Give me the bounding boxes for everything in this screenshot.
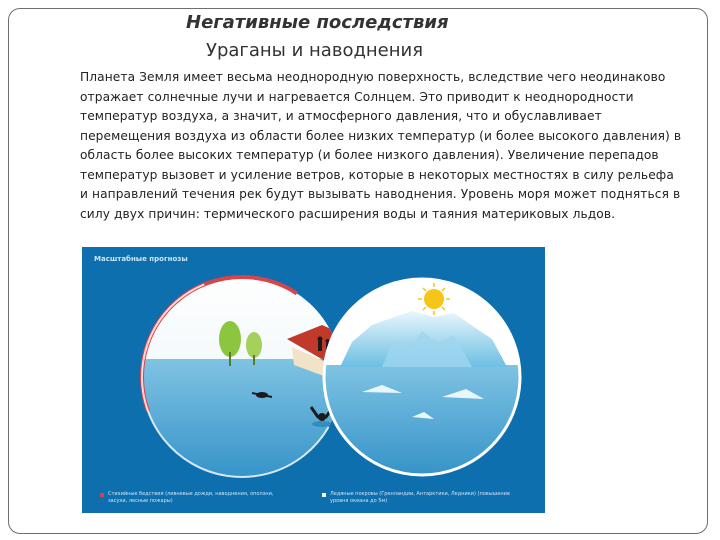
slide-subtitle: Ураганы и наводнения <box>206 40 424 61</box>
infographic-illustration <box>82 247 545 513</box>
infographic-image <box>82 247 545 513</box>
infographic-caption-left: Стихийные бедствия (ливневые дожди, наводнения, оползни, засухи, лесные пожары) <box>108 491 274 504</box>
slide-title: Негативные последствия <box>186 12 449 33</box>
infographic-header: Масштабные прогнозы <box>94 255 188 263</box>
slide-body-text: Планета Земля имеет весьма неоднородную поверхность, вследствие чего неодинаково отражает солнечные лучи и нагревается Солнцем. Это приводит к неоднородности температур воздуха, а значит, и атмосферного давления, что и обуславливает перемещения воздуха из области более низких температур (и более высокого давления) в область более высоких температур (и более низкого давления). Увеличение перепадов температур вызовет и усиление ветров, которые в некоторых местностях в силу рельефа и направлений течения рек будут вызывать наводнения. Уровень моря может подняться в силу двух причин: термического расширения воды и таяния материковых льдов. <box>80 70 682 221</box>
infographic-caption-right: Ледяные покровы (Гренландии, Антарктики, Ледники) (повышение уровня океана до 5м) <box>330 491 510 504</box>
